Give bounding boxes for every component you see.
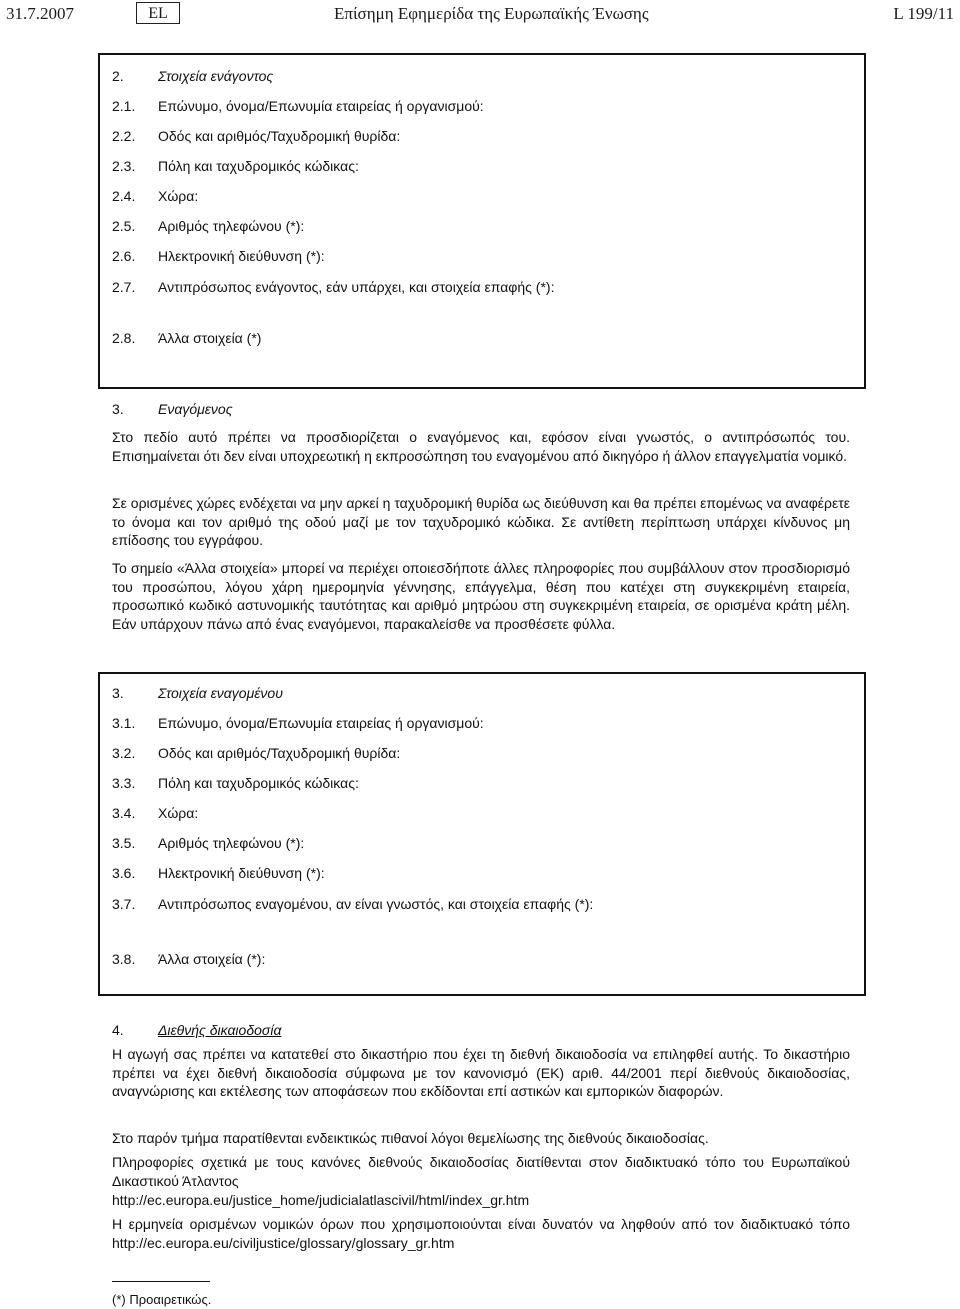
claimant-heading-title: Στοιχεία ενάγοντος bbox=[158, 68, 274, 84]
section3-paragraph: Σε ορισμένες χώρες ενδέχεται να μην αρκεί η ταχυδρομική θυρίδα ως διεύθυνση και θα πρέπει επομένως να αναφέρετε το όνομα και τον αριθμό της οδού μαζί με τον ταχυδρομικό κώδικα. Σε αντίθετη περίπτωση υπάρχει κίνδυνος μη επίδοσης του εγγράφου. bbox=[112, 495, 850, 548]
section4-title: Διεθνής δικαιοδοσία bbox=[158, 1022, 282, 1038]
section4-paragraph: Πληροφορίες σχετικά με τους κανόνες διεθνούς δικαιοδοσίας διατίθενται στον διαδικτυακό τόπο του Ευρωπαϊκού Δικαστικού Άτλαντος bbox=[112, 1154, 850, 1189]
language-badge: EL bbox=[136, 2, 180, 24]
section4-paragraph: Η ερμηνεία ορισμένων νομικών όρων που χρησιμοποιούνται είναι δυνατόν να ληφθούν από τον διαδικτυακό τόπο http://ec.europa.eu/civiljustice/glossary/glossary_gr.htm bbox=[112, 1216, 850, 1251]
journal-title: Επίσημη Εφημερίδα της Ευρωπαϊκής Ένωσης bbox=[334, 4, 649, 23]
section3-title: Εναγόμενος bbox=[158, 401, 233, 417]
section4-paragraph: Η αγωγή σας πρέπει να κατατεθεί στο δικαστήριο που έχει τη διεθνή δικαιοδοσία να επιληφθεί αυτής. Το δικαστήριο πρέπει να έχει διεθνή δικαιοδοσία σύμφωνα με τον κανονισμό (ΕΚ) αριθ. 44/2001 περί διεθνούς δικαιοδοσίας, αναγνώρισης και εκτέλεσης των αποφάσεων που εκδίδονται επί αστικών και εμπορικών διαφορών. bbox=[112, 1046, 850, 1099]
page-number: L 199/11 bbox=[893, 4, 954, 23]
section4-paragraph: Στο παρόν τμήμα παρατίθενται ενδεικτικώς πιθανοί λόγοι θεμελίωσης της διεθνούς δικαιοδοσίας. bbox=[112, 1130, 709, 1146]
footnote-rule bbox=[112, 1281, 210, 1282]
footnote: (*) Προαιρετικώς. bbox=[112, 1292, 212, 1307]
defendant-heading-title: Στοιχεία εναγομένου bbox=[158, 685, 283, 701]
section3-paragraph: Στο πεδίο αυτό πρέπει να προσδιορίζεται ο εναγόμενος και, εφόσον είναι γνωστός, ο αντιπρόσωπός του. Επισημαίνεται ότι δεν είναι υποχρεωτική η εκπροσώπηση του εναγομένου από δικηγόρο ή άλλον επαγγελματία νομικό. bbox=[112, 429, 850, 464]
page-header bbox=[0, 0, 960, 34]
header-date: 31.7.2007 bbox=[6, 4, 74, 23]
atlas-url[interactable]: http://ec.europa.eu/justice_home/judicialatlascivil/html/index_gr.htm bbox=[112, 1192, 530, 1208]
section3-paragraph: Το σημείο «Άλλα στοιχεία» μπορεί να περιέχει οποιεσδήποτε άλλες πληροφορίες που συμβάλλουν στον προσδιορισμό του προσώπου, λόγου χάρη ημερομηνία γέννησης, επάγγελμα, θέση που κατέχει στη συγκεκριμένη εταιρεία, προσωπικό κωδικό αστυνομικής ταυτότητας και αριθμό μητρώου στη συγκεκριμένη εταιρεία, σε ορισμένα κράτη μέλη. Εάν υπάρχουν πάνω από ένας εναγόμενοι, παρακαλείσθε να προσθέσετε φύλλα. bbox=[112, 560, 850, 632]
